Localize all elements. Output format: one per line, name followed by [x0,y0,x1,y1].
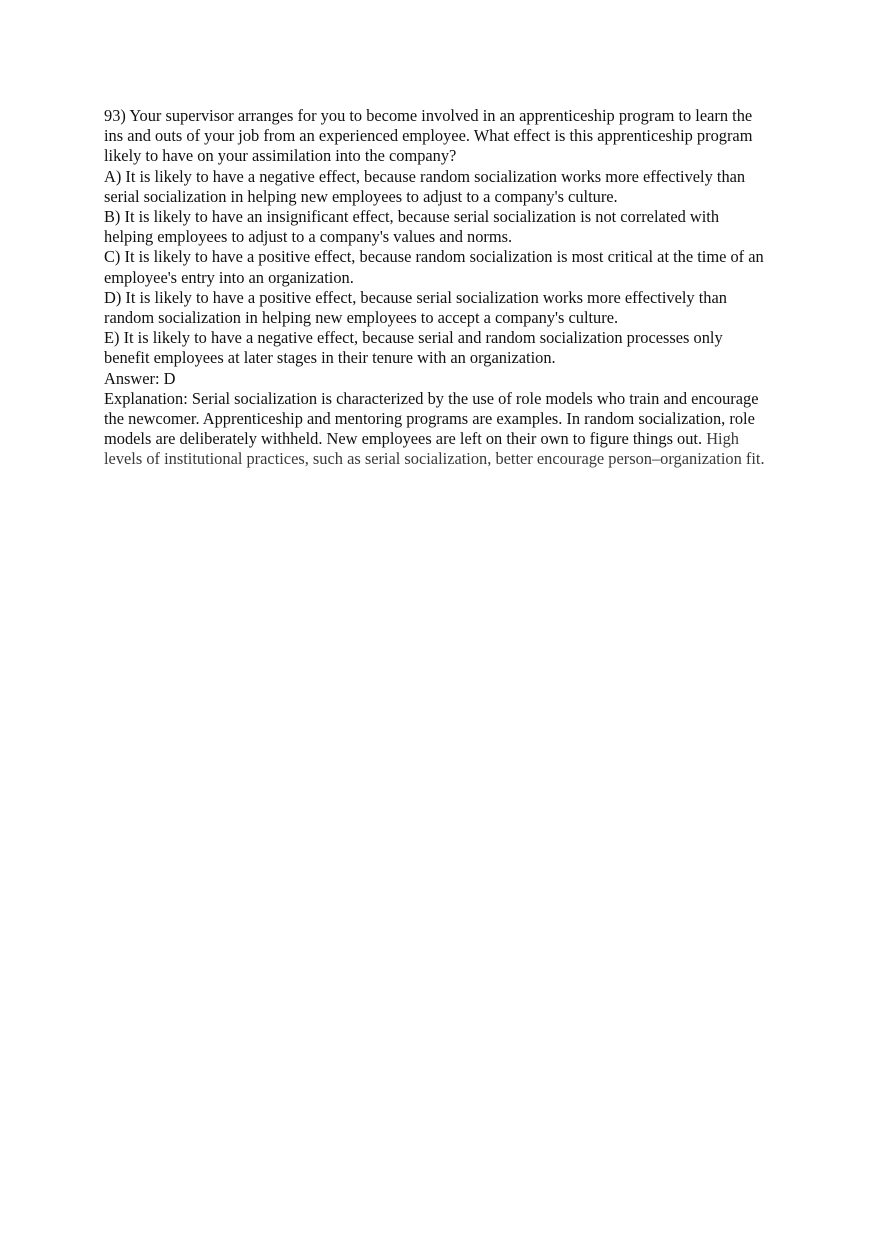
option-c: C) It is likely to have a positive effect, because random socialization is most critical at the time of an employee's entry into an organization. [104,247,764,287]
option-e: E) It is likely to have a negative effect, because serial and random socialization processes only benefit employees at later stages in their tenure with an organization. [104,328,723,368]
question-block [104,106,766,470]
option-b: B) It is likely to have an insignificant effect, because serial socialization is not correlated with helping employees to adjust to a company's values and norms. [104,207,720,247]
answer-text: Answer: D [104,368,176,388]
explanation [104,389,766,470]
explanation-continued: High levels of institutional practices, such as serial socialization, better encourage person–organization fit. [104,429,765,469]
question-text: 93) Your supervisor arranges for you to become involved in an apprenticeship program to learn the ins and outs of your job from an experienced employee. What effect is this apprenticeship program likely to have on your assimilation into the company? [104,106,753,166]
explanation-main: Explanation: Serial socialization is characterized by the use of role models who train and encourage the newcomer. Apprenticeship and mentoring programs are examples. In random socialization, role models are deliberately withheld. New employees are left on their own to figure things out. [104,388,759,449]
option-d: D) It is likely to have a positive effect, because serial socialization works more effectively than random socialization in helping new employees to accept a company's culture. [104,287,727,328]
option-a: A) It is likely to have a negative effect, because random socialization works more effectively than serial socialization in helping new employees to adjust to a company's culture. [104,166,746,206]
